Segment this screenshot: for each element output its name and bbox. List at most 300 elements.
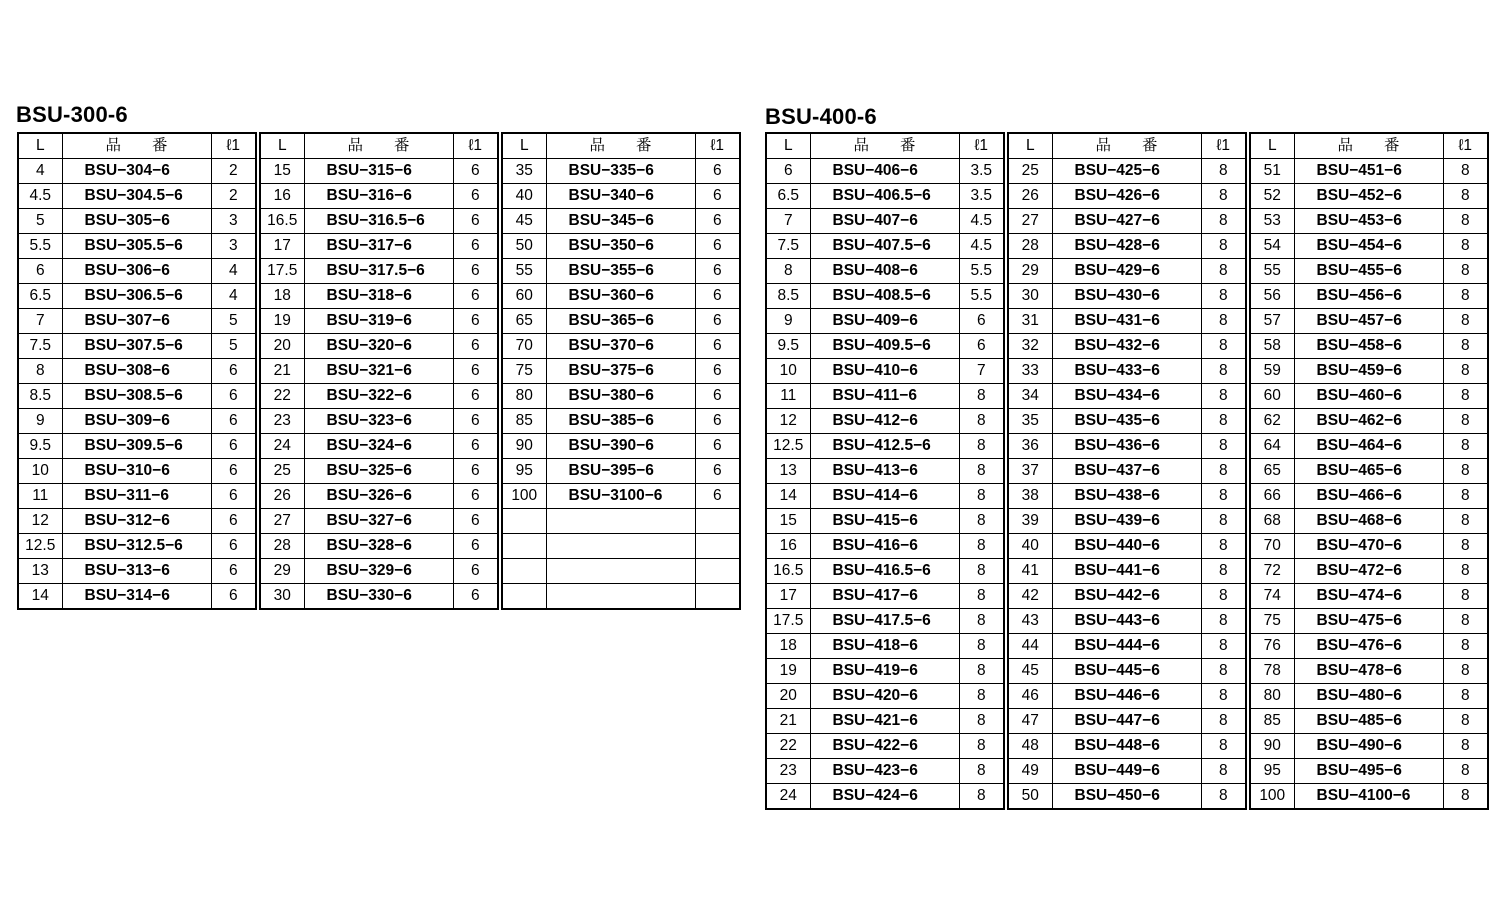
table-row bbox=[766, 584, 1004, 609]
header-l: L bbox=[502, 133, 546, 159]
table-row bbox=[1250, 534, 1488, 559]
cell-length: 66 bbox=[1250, 484, 1294, 509]
cell-part-number: BSU−319−6 bbox=[304, 309, 453, 334]
table-row bbox=[1008, 634, 1246, 659]
cell-length: 38 bbox=[1008, 484, 1052, 509]
table-row bbox=[1250, 709, 1488, 734]
cell-part-number: BSU−328−6 bbox=[304, 534, 453, 559]
cell-part-number: BSU−306.5−6 bbox=[62, 284, 211, 309]
table-row bbox=[1008, 159, 1246, 184]
cell-l1: 6 bbox=[695, 459, 740, 484]
cell-part-number: BSU−429−6 bbox=[1052, 259, 1201, 284]
cell-l1: 6 bbox=[959, 334, 1004, 359]
table-row bbox=[766, 359, 1004, 384]
table-row bbox=[766, 709, 1004, 734]
table-row bbox=[1250, 434, 1488, 459]
cell-part-number: BSU−308−6 bbox=[62, 359, 211, 384]
cell-part-number: BSU−340−6 bbox=[546, 184, 695, 209]
cell-l1: 8 bbox=[1443, 309, 1488, 334]
table-row bbox=[1008, 309, 1246, 334]
cell-part-number: BSU−323−6 bbox=[304, 409, 453, 434]
header-part-number: 品 番 bbox=[1294, 133, 1443, 159]
cell-length: 32 bbox=[1008, 334, 1052, 359]
cell-part-number: BSU−431−6 bbox=[1052, 309, 1201, 334]
cell-length: 4.5 bbox=[18, 184, 62, 209]
cell-part-number: BSU−417.5−6 bbox=[810, 609, 959, 634]
table-row bbox=[766, 634, 1004, 659]
cell-part-number: BSU−390−6 bbox=[546, 434, 695, 459]
header-l1: ℓ1 bbox=[1443, 133, 1488, 159]
table-row bbox=[1250, 284, 1488, 309]
cell-l1: 8 bbox=[1201, 709, 1246, 734]
table-row bbox=[766, 759, 1004, 784]
cell-l1: 8 bbox=[1443, 159, 1488, 184]
cell-length: 16 bbox=[766, 534, 810, 559]
table-row bbox=[260, 434, 498, 459]
table-header-row bbox=[1250, 133, 1488, 159]
cell-part-number: BSU−453−6 bbox=[1294, 209, 1443, 234]
header-l1: ℓ1 bbox=[695, 133, 740, 159]
cell-part-number: BSU−325−6 bbox=[304, 459, 453, 484]
cell-length: 76 bbox=[1250, 634, 1294, 659]
cell-l1: 6 bbox=[211, 559, 256, 584]
cell-part-number: BSU−324−6 bbox=[304, 434, 453, 459]
cell-length: 75 bbox=[1250, 609, 1294, 634]
cell-part-number: BSU−370−6 bbox=[546, 334, 695, 359]
cell-length: 49 bbox=[1008, 759, 1052, 784]
table-row bbox=[1250, 384, 1488, 409]
cell-part-number bbox=[546, 509, 695, 534]
cell-length: 70 bbox=[1250, 534, 1294, 559]
cell-part-number: BSU−435−6 bbox=[1052, 409, 1201, 434]
table-row bbox=[766, 284, 1004, 309]
cell-length: 15 bbox=[260, 159, 304, 184]
cell-length: 26 bbox=[1008, 184, 1052, 209]
cell-length: 12.5 bbox=[18, 534, 62, 559]
cell-part-number: BSU−412.5−6 bbox=[810, 434, 959, 459]
cell-length: 18 bbox=[766, 634, 810, 659]
cell-l1: 6 bbox=[211, 459, 256, 484]
cell-l1: 6 bbox=[453, 309, 498, 334]
table-row bbox=[1008, 284, 1246, 309]
cell-part-number: BSU−410−6 bbox=[810, 359, 959, 384]
table-row bbox=[766, 234, 1004, 259]
cell-l1: 8 bbox=[1443, 409, 1488, 434]
cell-l1: 6 bbox=[453, 559, 498, 584]
cell-part-number: BSU−307−6 bbox=[62, 309, 211, 334]
table-row bbox=[502, 159, 740, 184]
table-row bbox=[766, 659, 1004, 684]
cell-part-number: BSU−408.5−6 bbox=[810, 284, 959, 309]
cell-l1: 8 bbox=[1201, 659, 1246, 684]
table-row bbox=[1008, 659, 1246, 684]
cell-l1: 8 bbox=[1443, 659, 1488, 684]
table-row bbox=[1250, 484, 1488, 509]
table-row bbox=[260, 559, 498, 584]
cell-part-number: BSU−425−6 bbox=[1052, 159, 1201, 184]
cell-length: 60 bbox=[502, 284, 546, 309]
cell-part-number: BSU−306−6 bbox=[62, 259, 211, 284]
cell-length bbox=[502, 534, 546, 559]
cell-l1: 2 bbox=[211, 159, 256, 184]
cell-length: 8.5 bbox=[766, 284, 810, 309]
cell-length: 18 bbox=[260, 284, 304, 309]
table-row bbox=[1008, 609, 1246, 634]
table-row bbox=[502, 584, 740, 610]
header-l: L bbox=[1250, 133, 1294, 159]
table-row bbox=[260, 359, 498, 384]
cell-l1: 5.5 bbox=[959, 259, 1004, 284]
cell-length: 78 bbox=[1250, 659, 1294, 684]
cell-part-number: BSU−449−6 bbox=[1052, 759, 1201, 784]
cell-part-number: BSU−462−6 bbox=[1294, 409, 1443, 434]
cell-l1: 8 bbox=[959, 459, 1004, 484]
cell-length: 20 bbox=[260, 334, 304, 359]
cell-l1: 3.5 bbox=[959, 159, 1004, 184]
cell-part-number: BSU−304.5−6 bbox=[62, 184, 211, 209]
cell-l1: 8 bbox=[1201, 359, 1246, 384]
table-row bbox=[260, 309, 498, 334]
table-row bbox=[766, 534, 1004, 559]
cell-length: 14 bbox=[766, 484, 810, 509]
cell-length: 62 bbox=[1250, 409, 1294, 434]
cell-part-number: BSU−317.5−6 bbox=[304, 259, 453, 284]
header-l1: ℓ1 bbox=[453, 133, 498, 159]
cell-length: 56 bbox=[1250, 284, 1294, 309]
cell-part-number: BSU−436−6 bbox=[1052, 434, 1201, 459]
cell-l1: 6 bbox=[695, 359, 740, 384]
table-row bbox=[1250, 184, 1488, 209]
table-row bbox=[18, 459, 256, 484]
table-row bbox=[260, 409, 498, 434]
cell-length: 10 bbox=[766, 359, 810, 384]
cell-part-number: BSU−307.5−6 bbox=[62, 334, 211, 359]
cell-l1: 8 bbox=[1201, 759, 1246, 784]
cell-length: 55 bbox=[1250, 259, 1294, 284]
cell-length: 43 bbox=[1008, 609, 1052, 634]
table-row bbox=[502, 209, 740, 234]
cell-length: 68 bbox=[1250, 509, 1294, 534]
cell-length: 22 bbox=[766, 734, 810, 759]
cell-part-number: BSU−360−6 bbox=[546, 284, 695, 309]
cell-part-number: BSU−495−6 bbox=[1294, 759, 1443, 784]
table-row bbox=[18, 384, 256, 409]
cell-part-number: BSU−441−6 bbox=[1052, 559, 1201, 584]
cell-length: 27 bbox=[1008, 209, 1052, 234]
cell-part-number: BSU−464−6 bbox=[1294, 434, 1443, 459]
table-row bbox=[1250, 334, 1488, 359]
cell-length: 90 bbox=[1250, 734, 1294, 759]
cell-l1: 7 bbox=[959, 359, 1004, 384]
cell-l1: 5 bbox=[211, 309, 256, 334]
cell-l1: 8 bbox=[959, 684, 1004, 709]
cell-l1: 8 bbox=[959, 534, 1004, 559]
cell-l1: 8 bbox=[1443, 609, 1488, 634]
cell-length: 52 bbox=[1250, 184, 1294, 209]
cell-length: 9.5 bbox=[766, 334, 810, 359]
table-row bbox=[502, 334, 740, 359]
cell-part-number: BSU−415−6 bbox=[810, 509, 959, 534]
table-row bbox=[1250, 509, 1488, 534]
cell-part-number: BSU−355−6 bbox=[546, 259, 695, 284]
table-row bbox=[1008, 434, 1246, 459]
header-part-number: 品 番 bbox=[304, 133, 453, 159]
cell-length: 22 bbox=[260, 384, 304, 409]
cell-length: 39 bbox=[1008, 509, 1052, 534]
cell-part-number: BSU−330−6 bbox=[304, 584, 453, 610]
table-row bbox=[502, 509, 740, 534]
cell-length: 57 bbox=[1250, 309, 1294, 334]
cell-length: 5.5 bbox=[18, 234, 62, 259]
cell-part-number: BSU−475−6 bbox=[1294, 609, 1443, 634]
cell-part-number: BSU−411−6 bbox=[810, 384, 959, 409]
cell-length: 6.5 bbox=[18, 284, 62, 309]
table-row bbox=[260, 184, 498, 209]
cell-part-number: BSU−423−6 bbox=[810, 759, 959, 784]
table-row bbox=[502, 309, 740, 334]
cell-part-number: BSU−311−6 bbox=[62, 484, 211, 509]
table-row bbox=[18, 534, 256, 559]
cell-length bbox=[502, 584, 546, 610]
cell-length: 50 bbox=[1008, 784, 1052, 810]
cell-l1: 8 bbox=[1201, 484, 1246, 509]
cell-part-number: BSU−444−6 bbox=[1052, 634, 1201, 659]
cell-l1: 4.5 bbox=[959, 234, 1004, 259]
cell-part-number: BSU−308.5−6 bbox=[62, 384, 211, 409]
table-row bbox=[1250, 609, 1488, 634]
cell-part-number: BSU−318−6 bbox=[304, 284, 453, 309]
cell-l1: 8 bbox=[1443, 284, 1488, 309]
cell-l1: 6 bbox=[453, 259, 498, 284]
cell-l1: 8 bbox=[1443, 709, 1488, 734]
cell-length: 7 bbox=[766, 209, 810, 234]
cell-part-number: BSU−468−6 bbox=[1294, 509, 1443, 534]
cell-part-number: BSU−470−6 bbox=[1294, 534, 1443, 559]
table-row bbox=[766, 434, 1004, 459]
cell-part-number: BSU−406−6 bbox=[810, 159, 959, 184]
cell-l1: 8 bbox=[1443, 634, 1488, 659]
cell-part-number: BSU−459−6 bbox=[1294, 359, 1443, 384]
cell-length: 51 bbox=[1250, 159, 1294, 184]
table-row bbox=[1008, 209, 1246, 234]
cell-part-number: BSU−412−6 bbox=[810, 409, 959, 434]
cell-l1: 6 bbox=[453, 409, 498, 434]
table-row bbox=[260, 509, 498, 534]
cell-l1: 8 bbox=[1201, 234, 1246, 259]
table-row bbox=[1008, 584, 1246, 609]
header-part-number: 品 番 bbox=[546, 133, 695, 159]
cell-length: 48 bbox=[1008, 734, 1052, 759]
cell-part-number: BSU−424−6 bbox=[810, 784, 959, 810]
cell-l1: 5 bbox=[211, 334, 256, 359]
header-l1: ℓ1 bbox=[211, 133, 256, 159]
cell-l1: 6 bbox=[211, 584, 256, 610]
cell-l1: 8 bbox=[1201, 409, 1246, 434]
cell-l1: 8 bbox=[1201, 459, 1246, 484]
table-row bbox=[766, 459, 1004, 484]
table-row bbox=[502, 184, 740, 209]
cell-part-number: BSU−485−6 bbox=[1294, 709, 1443, 734]
table-row bbox=[18, 509, 256, 534]
table-row bbox=[1008, 334, 1246, 359]
cell-length: 17 bbox=[260, 234, 304, 259]
table-row bbox=[502, 559, 740, 584]
cell-l1: 8 bbox=[1443, 184, 1488, 209]
cell-length: 46 bbox=[1008, 684, 1052, 709]
cell-length: 37 bbox=[1008, 459, 1052, 484]
cell-part-number: BSU−476−6 bbox=[1294, 634, 1443, 659]
cell-length: 41 bbox=[1008, 559, 1052, 584]
cell-l1: 8 bbox=[959, 759, 1004, 784]
cell-l1: 8 bbox=[1201, 609, 1246, 634]
cell-part-number: BSU−455−6 bbox=[1294, 259, 1443, 284]
cell-part-number: BSU−420−6 bbox=[810, 684, 959, 709]
table-row bbox=[260, 384, 498, 409]
table-row bbox=[1250, 659, 1488, 684]
cell-part-number: BSU−309−6 bbox=[62, 409, 211, 434]
cell-l1: 6 bbox=[453, 434, 498, 459]
spec-table-bsu-400-block-3 bbox=[1249, 132, 1489, 810]
cell-length: 13 bbox=[18, 559, 62, 584]
table-row bbox=[18, 559, 256, 584]
cell-length: 45 bbox=[502, 209, 546, 234]
table-row bbox=[766, 309, 1004, 334]
table-header-row bbox=[502, 133, 740, 159]
cell-length: 55 bbox=[502, 259, 546, 284]
cell-l1: 3 bbox=[211, 209, 256, 234]
cell-length: 7.5 bbox=[766, 234, 810, 259]
header-l1: ℓ1 bbox=[959, 133, 1004, 159]
group-title-bsu-400: BSU-400-6 bbox=[765, 104, 877, 129]
table-row bbox=[260, 459, 498, 484]
cell-l1 bbox=[695, 584, 740, 610]
table-row bbox=[1250, 684, 1488, 709]
table-row bbox=[1008, 259, 1246, 284]
cell-l1: 8 bbox=[1201, 559, 1246, 584]
cell-l1: 8 bbox=[959, 734, 1004, 759]
cell-length: 95 bbox=[502, 459, 546, 484]
cell-length: 16 bbox=[260, 184, 304, 209]
cell-l1: 8 bbox=[1201, 684, 1246, 709]
cell-part-number: BSU−326−6 bbox=[304, 484, 453, 509]
cell-part-number: BSU−457−6 bbox=[1294, 309, 1443, 334]
header-part-number: 品 番 bbox=[1052, 133, 1201, 159]
table-row bbox=[260, 159, 498, 184]
cell-length: 30 bbox=[260, 584, 304, 610]
cell-l1: 6 bbox=[453, 359, 498, 384]
cell-part-number: BSU−434−6 bbox=[1052, 384, 1201, 409]
cell-length: 70 bbox=[502, 334, 546, 359]
cell-l1: 6 bbox=[453, 284, 498, 309]
cell-l1: 8 bbox=[1201, 734, 1246, 759]
table-row bbox=[260, 334, 498, 359]
cell-l1: 8 bbox=[959, 584, 1004, 609]
cell-length: 12 bbox=[18, 509, 62, 534]
cell-l1: 6 bbox=[453, 509, 498, 534]
group-title-bsu-300: BSU-300-6 bbox=[16, 102, 128, 127]
table-row bbox=[18, 334, 256, 359]
table-row bbox=[502, 459, 740, 484]
cell-l1: 6 bbox=[453, 159, 498, 184]
cell-length: 45 bbox=[1008, 659, 1052, 684]
table-row bbox=[1250, 584, 1488, 609]
cell-length: 34 bbox=[1008, 384, 1052, 409]
cell-part-number: BSU−422−6 bbox=[810, 734, 959, 759]
spec-table-bsu-400-block-2 bbox=[1007, 132, 1247, 810]
cell-l1: 8 bbox=[959, 609, 1004, 634]
cell-length: 31 bbox=[1008, 309, 1052, 334]
cell-length: 33 bbox=[1008, 359, 1052, 384]
cell-l1: 8 bbox=[1443, 584, 1488, 609]
cell-length: 10 bbox=[18, 459, 62, 484]
cell-l1: 6 bbox=[453, 334, 498, 359]
cell-l1: 8 bbox=[1443, 259, 1488, 284]
cell-length: 23 bbox=[260, 409, 304, 434]
header-part-number: 品 番 bbox=[62, 133, 211, 159]
table-row bbox=[766, 409, 1004, 434]
cell-l1: 8 bbox=[959, 484, 1004, 509]
cell-part-number: BSU−317−6 bbox=[304, 234, 453, 259]
cell-l1: 6 bbox=[453, 184, 498, 209]
cell-length: 8 bbox=[766, 259, 810, 284]
cell-length: 100 bbox=[502, 484, 546, 509]
cell-l1: 8 bbox=[1201, 584, 1246, 609]
cell-l1: 6 bbox=[211, 484, 256, 509]
table-row bbox=[1008, 509, 1246, 534]
cell-length: 29 bbox=[260, 559, 304, 584]
table-row bbox=[1008, 384, 1246, 409]
table-row bbox=[18, 209, 256, 234]
cell-l1: 6 bbox=[695, 384, 740, 409]
cell-part-number: BSU−442−6 bbox=[1052, 584, 1201, 609]
cell-length: 36 bbox=[1008, 434, 1052, 459]
cell-length: 85 bbox=[502, 409, 546, 434]
cell-length: 23 bbox=[766, 759, 810, 784]
cell-part-number: BSU−427−6 bbox=[1052, 209, 1201, 234]
cell-l1: 6 bbox=[211, 509, 256, 534]
cell-part-number: BSU−345−6 bbox=[546, 209, 695, 234]
cell-l1: 8 bbox=[1201, 634, 1246, 659]
cell-length: 7.5 bbox=[18, 334, 62, 359]
cell-part-number: BSU−439−6 bbox=[1052, 509, 1201, 534]
cell-part-number: BSU−466−6 bbox=[1294, 484, 1443, 509]
cell-length: 13 bbox=[766, 459, 810, 484]
cell-part-number: BSU−3100−6 bbox=[546, 484, 695, 509]
table-row bbox=[766, 734, 1004, 759]
cell-part-number: BSU−416.5−6 bbox=[810, 559, 959, 584]
cell-l1: 8 bbox=[1201, 184, 1246, 209]
table-row bbox=[18, 159, 256, 184]
cell-length: 58 bbox=[1250, 334, 1294, 359]
table-row bbox=[502, 409, 740, 434]
table-row bbox=[502, 534, 740, 559]
cell-part-number: BSU−413−6 bbox=[810, 459, 959, 484]
cell-part-number: BSU−418−6 bbox=[810, 634, 959, 659]
table-row bbox=[18, 184, 256, 209]
cell-part-number: BSU−451−6 bbox=[1294, 159, 1443, 184]
cell-l1: 8 bbox=[1443, 484, 1488, 509]
table-row bbox=[1008, 484, 1246, 509]
cell-part-number: BSU−407.5−6 bbox=[810, 234, 959, 259]
cell-length: 50 bbox=[502, 234, 546, 259]
table-row bbox=[260, 259, 498, 284]
table-row bbox=[1250, 359, 1488, 384]
table-row bbox=[766, 784, 1004, 810]
cell-l1: 8 bbox=[1201, 509, 1246, 534]
table-row bbox=[502, 284, 740, 309]
cell-part-number: BSU−414−6 bbox=[810, 484, 959, 509]
cell-l1: 6 bbox=[695, 159, 740, 184]
